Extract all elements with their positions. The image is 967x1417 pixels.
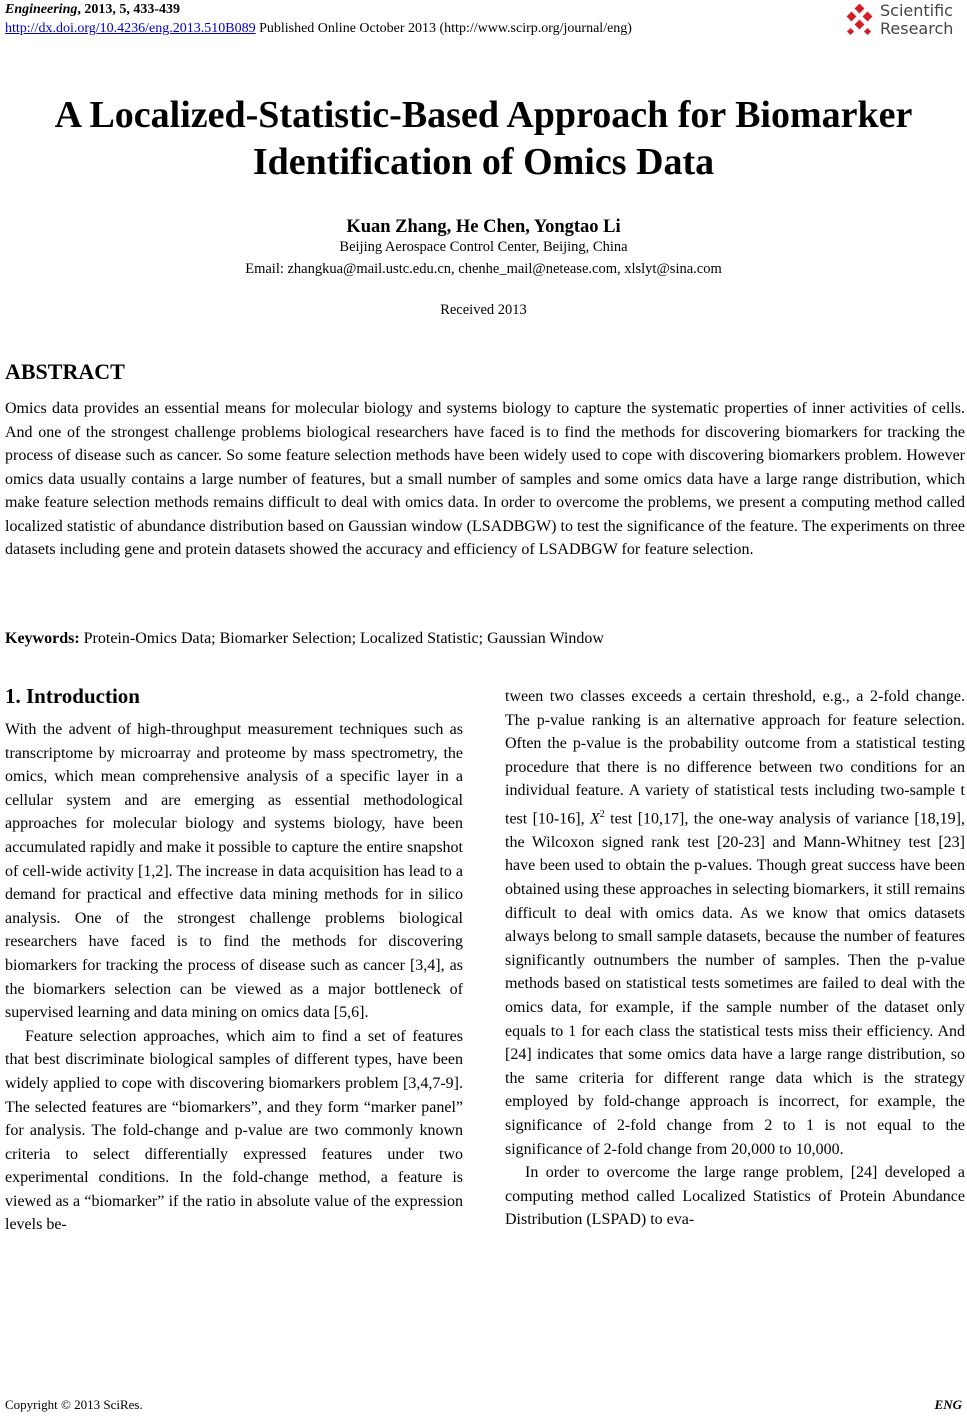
- section-heading: 1. Introduction: [5, 684, 140, 708]
- published-online-text: Published Online October 2013 (http://www.scirp.org/journal/eng): [255, 21, 632, 36]
- paper-title: [0, 92, 967, 186]
- logo-text-line2: Research: [880, 19, 954, 38]
- author-emails: Email: zhangkua@mail.ustc.edu.cn, chenhe_mail@netease.com, xlslyt@sina.com: [245, 261, 722, 277]
- paragraph-text: tween two classes exceeds a certain threshold, e.g., a 2-fold change. The p-value ranking is an alternative approach for feature selection. Often the p-value is the probability outcome from a statistical testing procedure that there is no difference between two conditions for an individual feature. A variety of statistical tests including two-sample t test [10-16],: [505, 688, 965, 828]
- chi-square-exponent: 2: [599, 808, 605, 820]
- authors: Kuan Zhang, He Chen, Yongtao Li: [346, 217, 621, 237]
- paragraph: In order to overcome the large range problem, [24] developed a computing method called Localized Statistics of Protein Abundance Distribution (LSPAD) to eva-: [505, 1164, 965, 1229]
- left-column: [5, 718, 463, 1237]
- abstract-text: Omics data provides an essential means for molecular biology and systems biology to capture the systematic properties of inner activities of cells. And one of the strongest challenge problems biological researchers have faced is to find the methods for discovering biomarkers for tracking the process of disease such as cancer. So some feature selection methods have been widely used to cope with discovering biomarkers problem. However omics data usually contains a large number of features, but a small number of samples and some omics data have a large range distribution, which make feature selection methods remains difficult to deal with omics data. In order to overcome the problems, we present a computing method called localized statistic of abundance distribution based on Gaussian window (LSADBGW) to test the significance of the feature. The experiments on three datasets including gene and protein datasets showed the accuracy and efficiency of LSADBGW for feature selection.: [5, 400, 965, 558]
- right-column: [505, 685, 965, 1232]
- paper-title-line2: Identification of Omics Data: [252, 141, 715, 183]
- journal-volume: , 2013, 5, 433-439: [77, 2, 181, 17]
- publisher-logo: [842, 2, 962, 42]
- affiliation: Beijing Aerospace Control Center, Beijing, China: [339, 239, 628, 255]
- footer-journal-abbr: ENG: [934, 1397, 962, 1412]
- doi-line: [5, 19, 632, 38]
- journal-name: Engineering: [5, 2, 78, 17]
- paragraph: With the advent of high-throughput measurement techniques such as transcriptome by microarray and proteome by mass spectrometry, the omics, which mean comprehensive analysis of a specific layer in a cellular system and are emerging as essential methodological approaches for molecular biology and systems biology, have been accumulated rapidly and make it possible to capture the entire snapshot of cell-wide activity [1,2]. The increase in data acquisition has lead to a demand for practical and effective data mining methods for in silico analysis. One of the strongest challenge problems biological researchers have faced is to find the methods for discovering biomarkers for tracking the process of disease such as cancer [3,4], as the biomarkers selection can be viewed as a major bottleneck of supervised learning and data mining on omics data [5,6].: [5, 721, 463, 1022]
- paragraph: Feature selection approaches, which aim to find a set of features that best discriminate biological samples of different types, have been widely applied to cope with discovering biomarkers problem [3,4,7-9]. The selected features are “biomarkers”, and they form “marker panel” for analysis. The fold-change and p-value are two commonly known criteria to select differentially expressed features under two experimental conditions. In the fold-change method, a feature is viewed as a “biomarker” if the ratio in absolute value of the expression levels be-: [5, 1027, 463, 1234]
- doi-link[interactable]: http://dx.doi.org/10.4236/eng.2013.510B089: [5, 21, 256, 36]
- received-date: Received 2013: [440, 302, 527, 318]
- journal-citation: [5, 0, 180, 19]
- scientific-research-logo-icon: [842, 4, 878, 40]
- logo-text-line1: Scientific: [880, 1, 953, 20]
- chi-square-symbol: X: [589, 810, 600, 828]
- paper-title-line1: A Localized-Statistic-Based Approach for Biomarker: [54, 94, 913, 136]
- keywords: [5, 627, 965, 650]
- paragraph: [505, 685, 965, 1161]
- keywords-text: Protein-Omics Data; Biomarker Selection; Localized Statistic; Gaussian Window: [79, 630, 604, 647]
- keywords-label: Keywords:: [5, 630, 80, 647]
- footer-copyright: Copyright © 2013 SciRes.: [5, 1397, 143, 1412]
- paragraph-text: test [10,17], the one-way analysis of variance [18,19], the Wilcoxon signed rank test [20-23] and Mann-Whitney test [23] have been used to obtain the p-values. Though great success have been obtained using these approaches in selecting biomarkers, it still remains difficult to deal with omics data. As we know that omics datasets always belong to small sample datasets, because the number of features significantly outnumbers the number of samples. Then the p-value methods based on statistical tests sometimes are failed to deal with the omics data, for example, if the sample number of the dataset only equals to 1 for each class the statistical tests miss their efficiency. And [24] indicates that some omics data have a large range distribution, so the same criteria for different range data which is the strategy employed by fold-change approach is incorrect, for example, the significance of 2-fold change from 2 to 1 is not equal to the significance of 2-fold change from 20,000 to 10,000.: [505, 810, 966, 1158]
- abstract-heading: ABSTRACT: [5, 359, 125, 384]
